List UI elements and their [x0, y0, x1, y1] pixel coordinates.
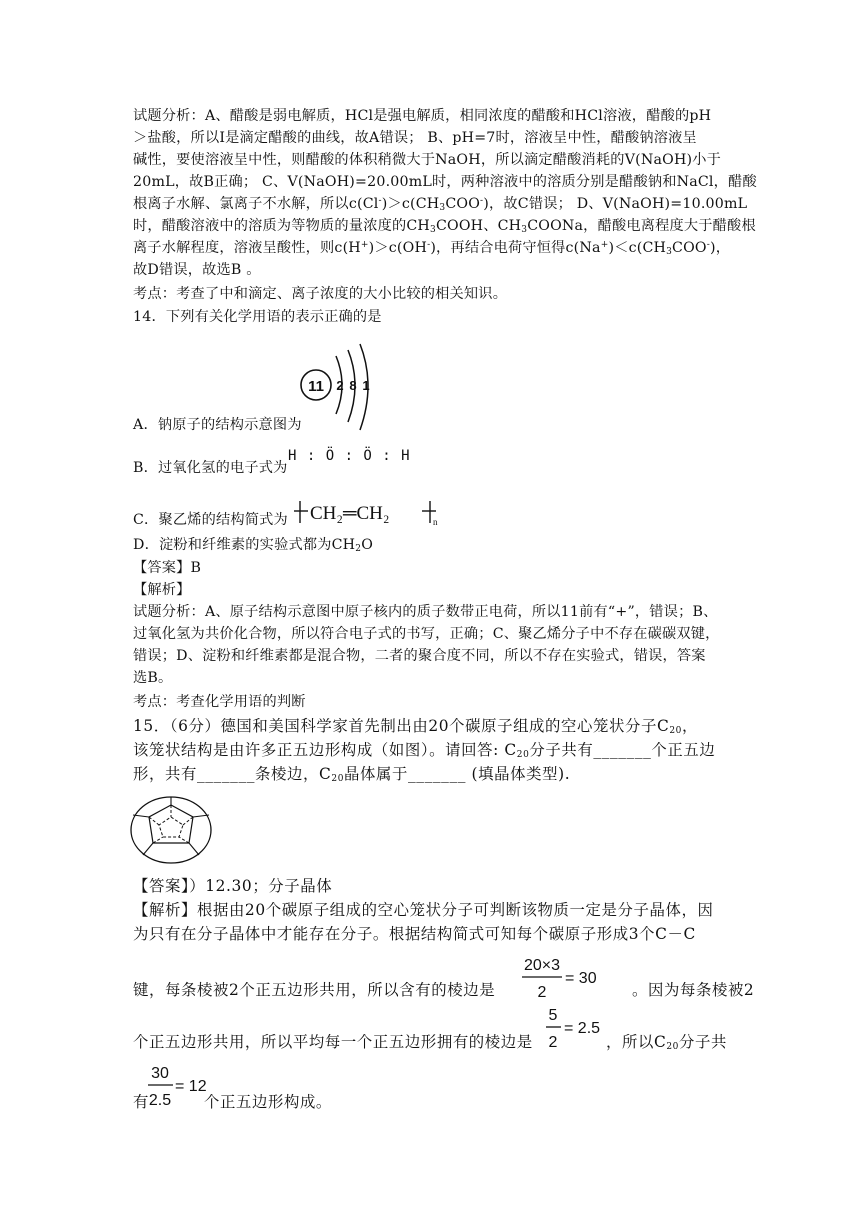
q15-explanation-line-5b: 个正五边形构成。	[204, 1093, 332, 1111]
q13-analysis-line-4: 20mL，故B正确； C、V(NaOH)=20.00mL时，两种溶液中的溶质分别是醋酸钠和NaCl，醋酸	[133, 174, 757, 190]
text-run: )，	[710, 240, 731, 256]
text-run: 时，醋酸溶液中的溶质为等物质的量浓度的CH	[133, 218, 430, 234]
frac-denominator: 2.5	[148, 1092, 172, 1109]
q15-stem-line-2	[133, 740, 715, 760]
text-run: 分子共	[679, 1033, 727, 1051]
frac-result: = 30	[565, 970, 597, 987]
q13-analysis-line-6	[133, 216, 756, 236]
pe-formula-text: CH₂═CH₂	[310, 503, 390, 524]
sodium-atom-diagram	[296, 342, 382, 436]
superscript: -	[378, 196, 382, 206]
shell-electrons-2: 8	[349, 378, 357, 393]
shell-electrons-1: 2	[336, 378, 344, 393]
subscript: 20	[516, 750, 530, 760]
text-run: ，	[682, 717, 699, 735]
q15-explanation-line-4a: 个正五边形共用，所以平均每一个正五边形拥有的棱边是	[133, 1033, 533, 1051]
q13-analysis-line-7	[133, 238, 730, 258]
q13-analysis-line-8: 故D错误，故选B 。	[133, 262, 261, 278]
text-run: )＞c(OH	[368, 240, 428, 256]
text-run: COOH、CH	[435, 218, 522, 234]
q14-answer: 【答案】B	[133, 560, 202, 576]
superscript: -	[706, 240, 710, 250]
q15-explanation-line-3a: 键，每条棱被2个正五边形共用，所以含有的棱边是	[133, 981, 496, 999]
frac-denominator: 2	[537, 984, 547, 1001]
q14-key-point: 考点：考查化学用语的判断	[133, 694, 306, 710]
text-run: )＞c(CH	[381, 196, 440, 212]
q14-option-d	[133, 535, 373, 555]
frac-numerator: 30	[151, 1065, 169, 1082]
q13-key-point: 考点：考查了中和滴定、离子浓度的大小比较的相关知识。	[133, 286, 508, 302]
frac-result: = 2.5	[564, 1020, 601, 1037]
text-run: 根离子水解、氯离子不水解，所以c(Cl	[133, 196, 379, 212]
frac-denominator: 2	[548, 1034, 558, 1051]
nucleus-label: 11	[308, 378, 324, 395]
subscript: 3	[666, 247, 673, 257]
q14-explanation-line-1: 试题分析：A、原子结构示意图中原子核内的质子数带正电荷，所以11前有“+”，错误；B、	[133, 604, 718, 620]
q14-explanation-line-2: 过氧化氢为共价化合物，所以符合电子式的书写，正确；C、聚乙烯分子中不存在碳碳双键，	[133, 626, 720, 642]
q14-stem: 14．下列有关化学用语的表示正确的是	[133, 309, 382, 325]
q15-explanation-line-2: 为只有在分子晶体中才能存在分子。根据结构简式可知每个碳原子形成3个C－C	[133, 925, 696, 943]
subscript: 3	[430, 225, 436, 235]
q13-analysis-line-5	[133, 194, 747, 214]
q15-answer: 【答案】）12.30；分子晶体	[133, 877, 333, 895]
frac-numerator: 20×3	[523, 957, 561, 974]
q15-explanation-line-1: 【解析】根据由20个碳原子组成的空心笼状分子可判断该物质一定是分子晶体，因	[133, 901, 714, 919]
subscript: 20	[331, 774, 345, 784]
subscript: 20	[666, 1042, 680, 1052]
subscript: 3	[439, 203, 446, 213]
text-run: 分子共有_______个正五边	[529, 741, 716, 759]
inner-pentagon	[159, 817, 183, 837]
frac-result: = 12	[175, 1078, 207, 1095]
frac-numerator: 5	[548, 1007, 558, 1024]
subscript: 3	[521, 225, 528, 235]
degree-n: n	[433, 517, 438, 527]
text-run: 晶体属于_______ (填晶体类型).	[344, 765, 571, 783]
text-run: COO	[672, 240, 707, 256]
text-run: COO	[445, 196, 481, 212]
text-run: D．淀粉和纤维素的实验式都为CH	[133, 537, 356, 553]
q14-option-c: C．聚乙烯的结构简式为	[133, 512, 288, 528]
text-run: )＜c(CH	[608, 240, 667, 256]
q15-explanation-line-3b: 。因为每条棱被2	[632, 981, 755, 999]
text-run: 形，共有_______条棱边，C	[133, 765, 332, 783]
subscript: 2	[355, 544, 362, 554]
text-run: )，再结合电荷守恒得c(Na	[430, 240, 601, 256]
fraction-5-over-2	[544, 1003, 606, 1053]
q13-analysis-line-2: ＞盐酸，所以Ⅰ是滴定醋酸的曲线，故A错误； B、pH=7时，溶液呈中性，醋酸钠溶液呈	[133, 130, 697, 146]
text-run: 离子水解程度，溶液呈酸性，则c(H	[133, 240, 361, 256]
text-run: O	[361, 537, 374, 553]
q15-stem-line-3	[133, 764, 570, 784]
q15-explanation-line-4b	[606, 1032, 727, 1052]
superscript: +	[360, 240, 369, 250]
q14-explanation-line-3: 错误；D、淀粉和纤维素都是混合物，二者的聚合度不同，所以不存在实验式，错误，答案	[133, 648, 706, 664]
fraction-20x3-over-2	[520, 953, 610, 1003]
q14-explanation-label: 【解析】	[133, 582, 191, 598]
h2o2-electron-formula: H : Ö : Ö : H	[288, 448, 411, 464]
q13-analysis-line-3: 碱性，要使溶液呈中性，则醋酸的体积稍微大于NaOH，所以滴定醋酸消耗的V(NaOH)小于	[133, 152, 722, 168]
superscript: -	[480, 196, 484, 206]
text-run: COONa，醋酸电离程度大于醋酸根	[527, 218, 756, 234]
text-run: ，所以C	[606, 1033, 667, 1051]
text-run: )，故C错误； D、V(NaOH)=10.00mL	[483, 196, 748, 212]
q13-analysis-line-1: 试题分析：A、醋酸是弱电解质，HCl是强电解质，相同浓度的醋酸和HCl溶液，醋酸的pH	[133, 108, 712, 124]
subscript: 20	[669, 726, 683, 736]
shell-electrons-3: 1	[362, 378, 370, 393]
q14-option-a: A．钠原子的结构示意图为	[133, 417, 302, 433]
q15-stem-line-1	[133, 716, 698, 736]
q15-explanation-line-5a: 有	[133, 1093, 149, 1111]
text-run: 该笼状结构是由许多正五边形构成（如图）。请回答: C	[133, 741, 517, 759]
text-run: 15．（6分）德国和美国科学家首先制出由20个碳原子组成的空心笼状分子C	[133, 717, 670, 735]
superscript: +	[600, 240, 609, 250]
q14-explanation-line-4: 选B。	[133, 670, 173, 686]
polyethylene-formula	[294, 495, 444, 531]
superscript: -	[427, 240, 431, 250]
c20-dodecahedron-figure	[129, 795, 213, 869]
q14-option-b: B．过氧化氢的电子式为	[133, 460, 288, 476]
